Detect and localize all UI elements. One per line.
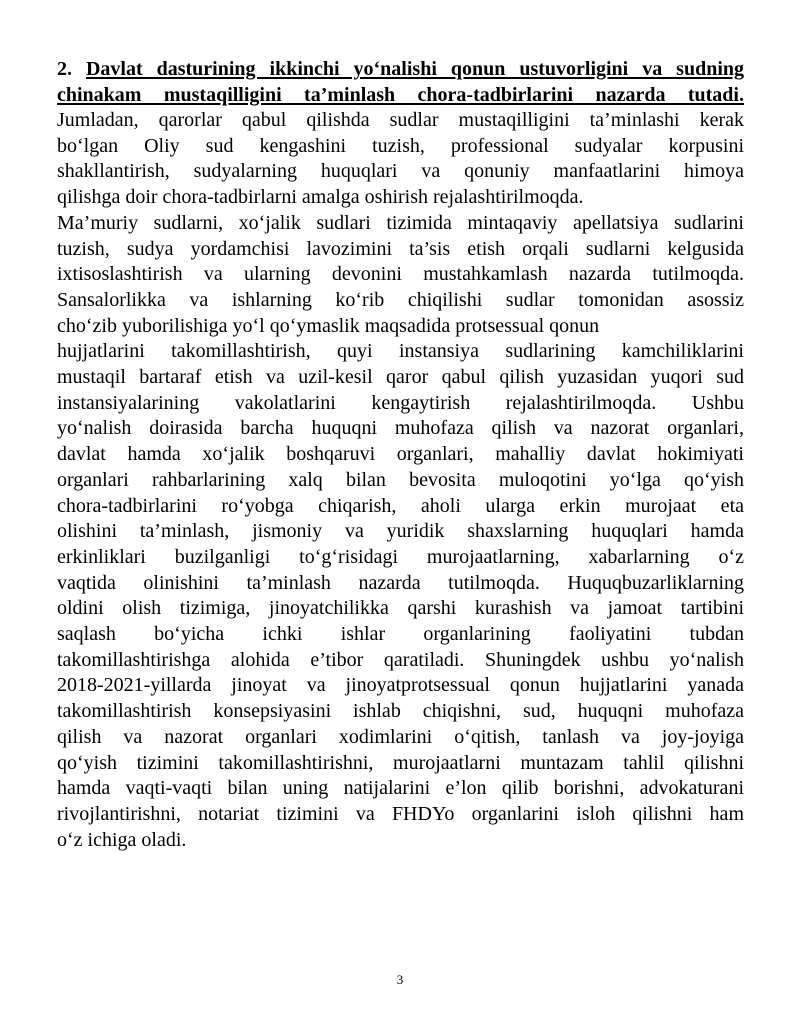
document-page	[57, 56, 744, 853]
paragraph-line: qilishga doir chora-tadbirlarni amalga oshirish rejalashtirilmoqda.	[57, 186, 584, 209]
paragraph-line: shakllantirish, sudyalarning huquqlari va qonuniy manfaatlarini himoya	[57, 160, 744, 183]
paragraph-line: oldini olish tizimiga, jinoyatchilikka qarshi kurashish va jamoat tartibini	[57, 597, 744, 620]
paragraph-line: organlari rahbarlarining xalq bilan bevosita muloqotini yo‘lga qo‘yish	[57, 468, 744, 491]
paragraph-line: Sansalorlikka va ishlarning ko‘rib chiqilishi sudlar tomonidan asossiz	[57, 288, 744, 311]
paragraph-3	[57, 339, 744, 853]
paragraph-line: tuzish, sudya yordamchisi lavozimini ta’sis etish orqali sudlarni kelgusida	[57, 237, 744, 260]
paragraph-line: erkinliklari buzilganligi to‘g‘risidagi murojaatlarning, xabarlarning o‘z	[57, 545, 744, 568]
paragraph-line: olishini ta’minlash, jismoniy va yuridik shaxslarning huquqlari hamda	[57, 520, 744, 543]
paragraph-line: takomillashtirish konsepsiyasini ishlab chiqishni, sud, huquqni muhofaza	[57, 700, 744, 723]
heading-text-line-2: chinakam mustaqilligini ta’minlash chora-tadbirlarini nazarda tutadi.	[57, 84, 744, 106]
paragraph-2	[57, 211, 744, 340]
paragraph-line: rivojlantirishni, notariat tizimini va FHDYo organlarini isloh qilishni ham	[57, 802, 744, 825]
heading-text-line-1: Davlat dasturining ikkinchi yo‘nalishi qonun ustuvorligini va sudning	[85, 58, 745, 80]
paragraph-line: bo‘lgan Oliy sud kengashini tuzish, professional sudyalar korpusini	[57, 134, 744, 157]
paragraph-line: saqlash bo‘yicha ichki ishlar organlarining faoliyatini tubdan	[57, 623, 744, 646]
paragraph-line: cho‘zib yuborilishiga yo‘l qo‘ymaslik maqsadida protsessual qonun	[57, 314, 600, 337]
paragraph-line: vaqtida olinishini ta’minlash nazarda tutilmoqda. Huquqbuzarliklarning	[57, 571, 744, 594]
section-heading	[57, 56, 744, 108]
heading-line-1	[57, 56, 744, 82]
section-number: 2.	[57, 58, 72, 80]
paragraph-line: hujjatlarini takomillashtirish, quyi instansiya sudlarining kamchiliklarini	[57, 340, 744, 363]
paragraph-line: chora-tadbirlarini ro‘yobga chiqarish, aholi ularga erkin murojaat eta	[57, 494, 744, 517]
paragraph-line: o‘z ichiga oladi.	[57, 828, 187, 851]
paragraph-line: takomillashtirishga alohida e’tibor qaratiladi. Shuningdek ushbu yo‘nalish	[57, 648, 744, 671]
paragraph-line: instansiyalarining vakolatlarini kengaytirish rejalashtirilmoqda. Ushbu	[57, 391, 744, 414]
paragraph-line: Ma’muriy sudlarni, xo‘jalik sudlari tizimida mintaqaviy apellatsiya sudlarini	[57, 211, 744, 234]
paragraph-line: yo‘nalish doirasida barcha huquqni muhofaza qilish va nazorat organlari,	[57, 417, 744, 440]
paragraph-line: davlat hamda xo‘jalik boshqaruvi organlari, mahalliy davlat hokimiyati	[57, 443, 744, 466]
paragraph-line: Jumladan, qarorlar qabul qilishda sudlar mustaqilligini ta’minlashi kerak	[57, 109, 744, 131]
paragraph-1	[57, 108, 744, 211]
paragraph-line: qo‘yish tizimini takomillashtirishni, murojaatlarni muntazam tahlil qilishni	[57, 751, 744, 774]
paragraph-line: qilish va nazorat organlari xodimlarini o‘qitish, tanlash va joy-joyiga	[57, 725, 744, 748]
paragraph-line: mustaqil bartaraf etish va uzil-kesil qaror qabul qilish yuzasidan yuqori sud	[57, 366, 744, 389]
paragraph-line: hamda vaqti-vaqti bilan uning natijalarini e’lon qilib borishni, advokaturani	[57, 777, 744, 800]
paragraph-line: 2018-2021-yillarda jinoyat va jinoyatprotsessual qonun hujjatlarini yanada	[57, 674, 744, 697]
page-number: 3	[396, 972, 404, 987]
paragraph-line: ixtisoslashtirish va ularning devonini mustahkamlash nazarda tutilmoqda.	[57, 263, 744, 286]
